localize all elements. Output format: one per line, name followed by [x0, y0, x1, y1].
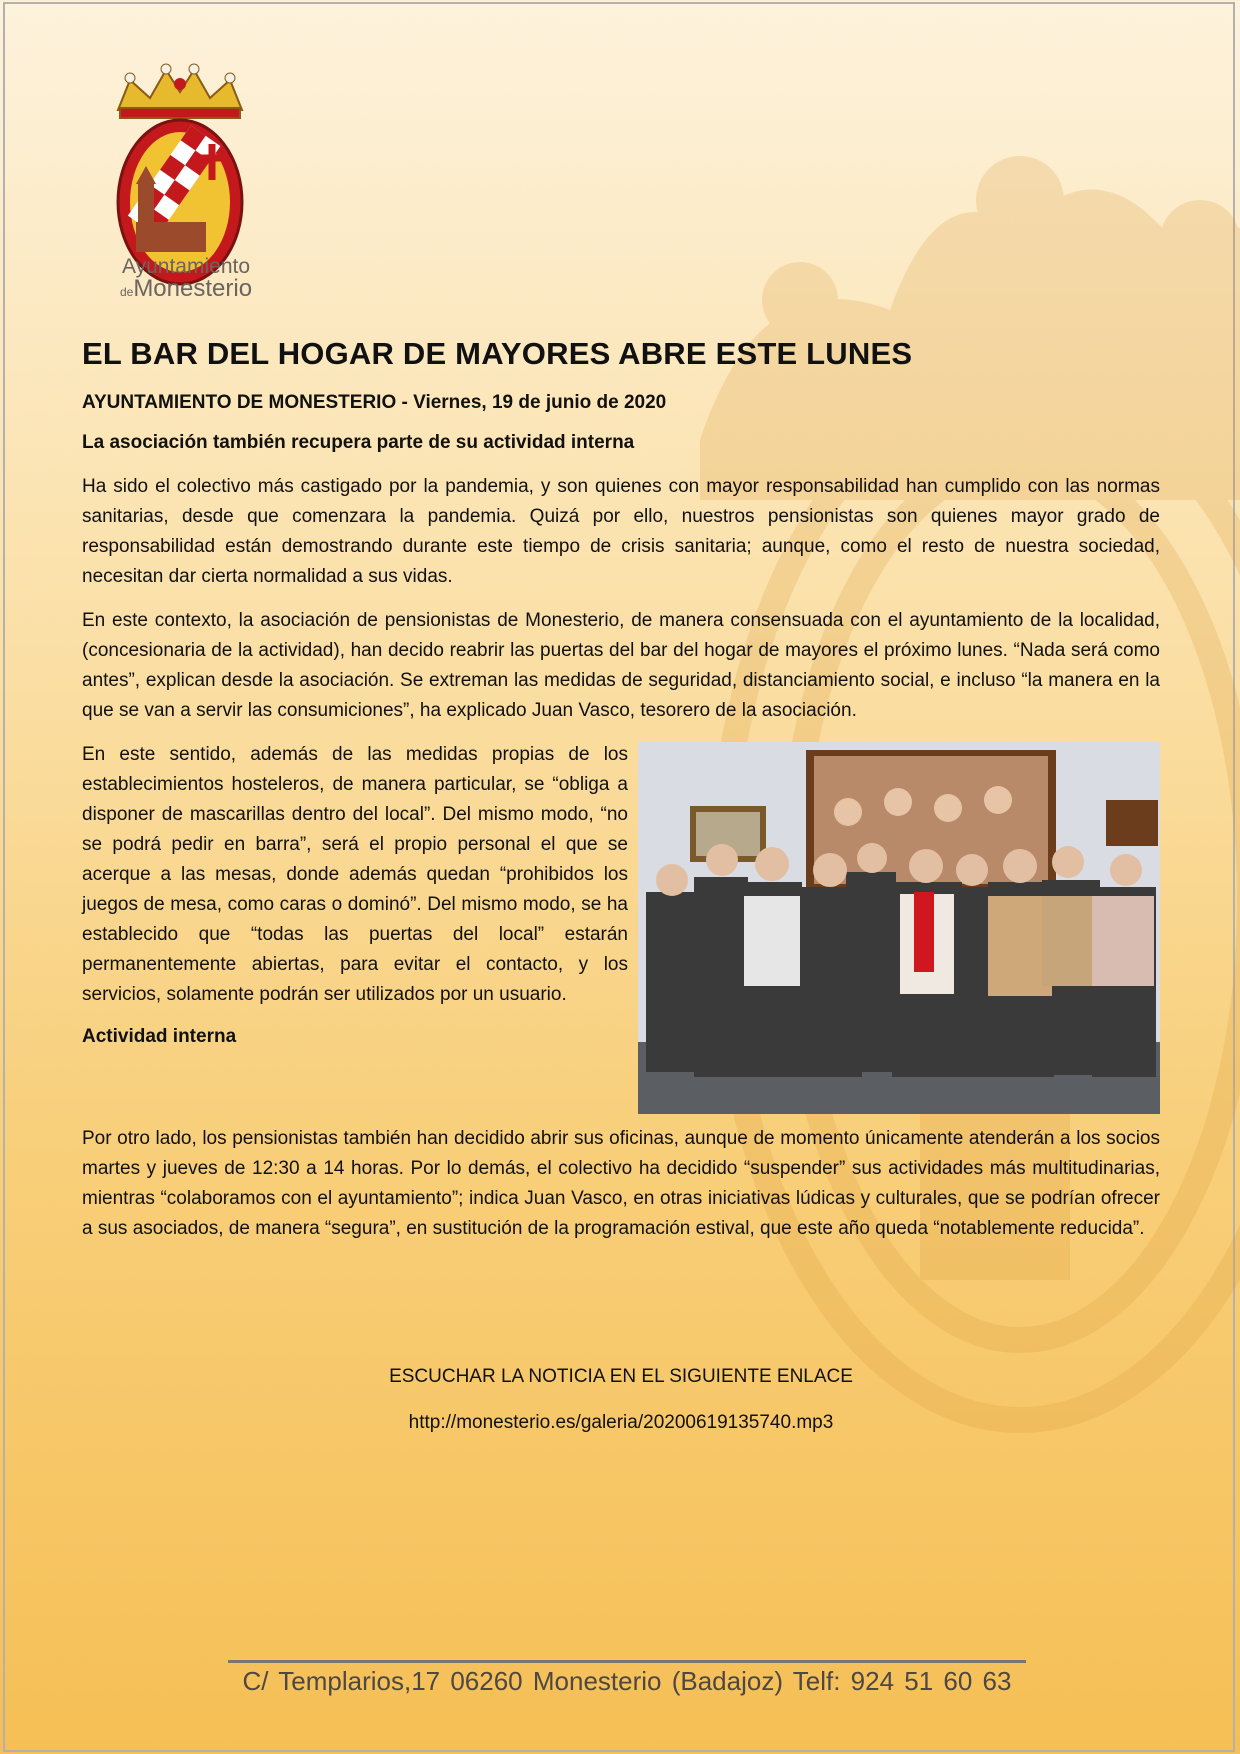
article-title: EL BAR DEL HOGAR DE MAYORES ABRE ESTE LUNES [82, 336, 913, 371]
logo-monesterio: Monesterio [133, 275, 253, 302]
logo-line-ayuntamiento: Ayuntamiento [121, 255, 251, 278]
audio-link[interactable]: http://monesterio.es/galeria/20200619135740.mp3 [408, 1412, 834, 1433]
footer-address: C/ Templarios,17 06260 Monesterio (Badajoz) Telf: 924 51 60 63 [242, 1666, 1012, 1696]
group-photo [638, 742, 1160, 1114]
article-byline: AYUNTAMIENTO DE MONESTERIO - Viernes, 19 de junio de 2020 [82, 392, 667, 413]
article-paragraph-3: En este sentido, además de las medidas propias de los establecimientos hosteleros, de manera particular, se “obliga a disponer de mascarillas dentro del local”. Del mismo modo, “no se podrá pedir en barra”, será el propio personal el que se acerque a las mesas, donde además quedan “prohibidos los juegos de mesa, como caras o dominó”. Del mismo modo, se ha establecido que “todas las puertas del local” estarán permanentemente abiertas, para evitar el contacto, y los servicios, solamente podrán ser utilizados por un usuario. [82, 744, 628, 1005]
article-paragraph-2: En este contexto, la asociación de pensionistas de Monesterio, de manera consensuada con el ayuntamiento de la localidad, (concesionaria de la actividad), han decido reabrir las puertas del bar del hogar de mayores el próximo lunes. “Nada será como antes”, explican desde la asociación. Se extreman las medidas de seguridad, distanciamiento social, e incluso “la manera en la que se van a servir las consumiciones”, ha explicado Juan Vasco, tesorero de la asociación. [82, 610, 1160, 721]
logo-text [96, 256, 276, 303]
article-paragraph-1: Ha sido el colectivo más castigado por la pandemia, y son quienes con mayor responsabilidad han cumplido con las normas sanitarias, desde que comenzara la pandemia. Quizá por ello, nuestros pensionistas son quienes mayor grado de responsabilidad están demostrando durante este tiempo de crisis sanitaria; aunque, como el resto de nuestra sociedad, necesitan dar cierta normalidad a sus vidas. [82, 476, 1160, 587]
logo-line-monesterio [96, 275, 276, 303]
footer-divider [228, 1660, 1026, 1663]
listen-block [82, 1366, 1160, 1458]
article-paragraph-4: Por otro lado, los pensionistas también han decidido abrir sus oficinas, aunque de momento únicamente atenderán a los socios martes y jueves de 12:30 a 14 horas. Por lo demás, el colectivo ha decidido “suspender” sus actividades más multitudinarias, mientras “colaboramos con el ayuntamiento”; indica Juan Vasco, en otras iniciativas lúdicas y culturales, que se podrían ofrecer a sus asociados, de manera “segura”, en sustitución de la programación estival, que este año queda “notablemente reducida”. [82, 1128, 1160, 1239]
article-subtitle: La asociación también recupera parte de su actividad interna [82, 432, 635, 453]
section-heading-actividad: Actividad interna [82, 1026, 237, 1047]
listen-label: ESCUCHAR LA NOTICIA EN EL SIGUIENTE ENLACE [389, 1366, 853, 1387]
logo-de: de [119, 285, 134, 299]
article [82, 336, 1160, 1258]
